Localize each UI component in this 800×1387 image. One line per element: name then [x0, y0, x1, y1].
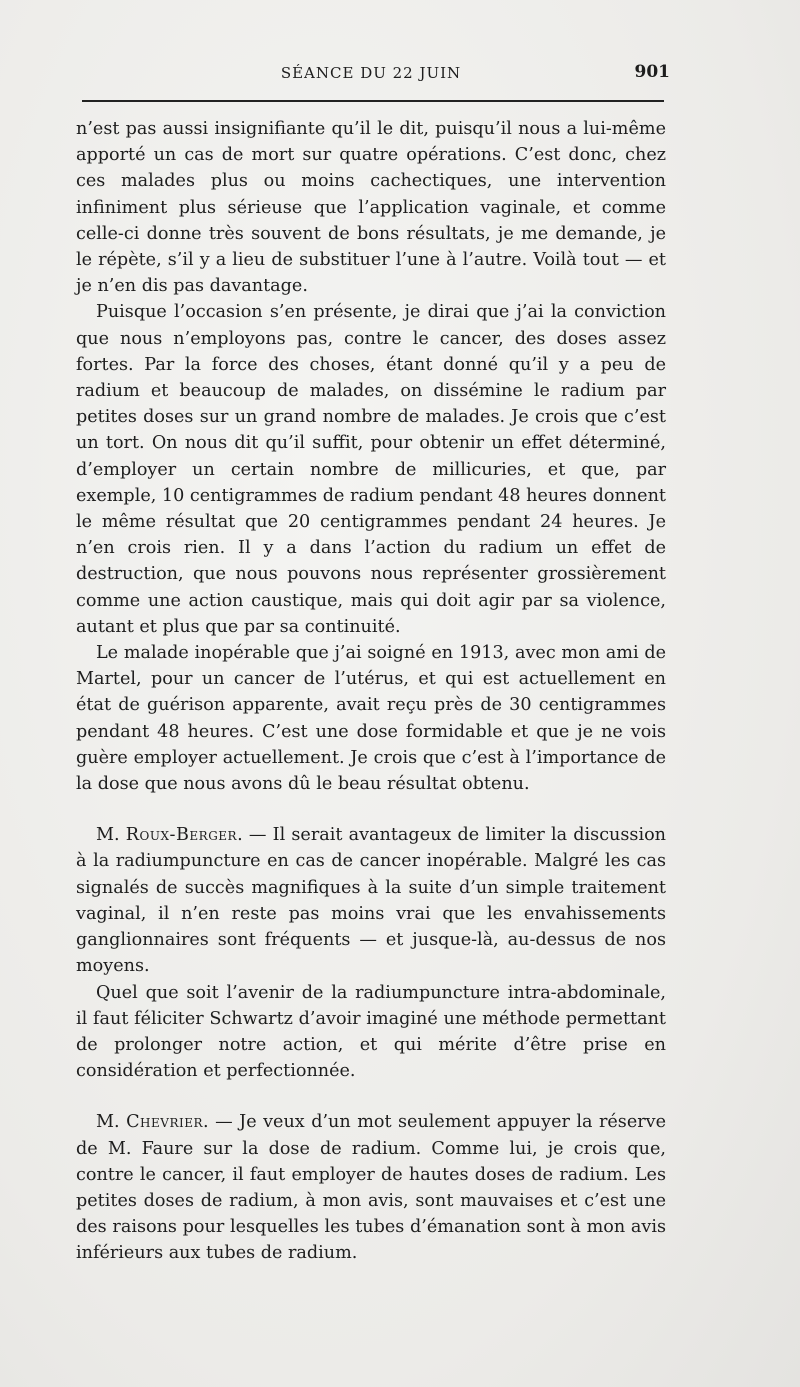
- paragraph-chevrier: [76, 1109, 666, 1266]
- paragraph-radiumpuncture: Quel que soit l’avenir de la radiumpuncture intra-abdominale, il faut féliciter Schwartz d’avoir imaginé une méthode permettant de prolonger notre action, et qui mérite d’être prise en considération et perfectionnée.: [76, 982, 666, 1082]
- book-page: [76, 60, 670, 1267]
- speaker-statement: . — Il serait avantageux de limiter la discussion à la radiumpuncture en cas de cancer inopérable. Malgré les cas signalés de succès magnifiques à la suite d’un simple traitement vaginal, il n’en reste pas moins vrai que les envahissements ganglionnaires sont fréquents — et jusque-là, au-dessus de nos moyens.: [76, 825, 666, 977]
- section-gap: [76, 1084, 666, 1109]
- paragraph-1913-case: Le malade inopérable que j’ai soigné en 1913, avec mon ami de Martel, pour un cancer de l’utérus, et qui est actuellement en état de guérison apparente, avait reçu près de 30 centigrammes pendant 48 heures. C’est une dose formidable et que je ne vois guère employer actuellement. Je crois que c’est à l’importance de la dose que nous avons dû le beau résultat obtenu.: [76, 643, 666, 795]
- speaker-name-chevrier: Chevrier: [126, 1112, 204, 1133]
- paragraph-continuation: n’est pas aussi insignifiante qu’il le dit, puisqu’il nous a lui-même apporté un cas de mort sur quatre opérations. C’est donc, chez ces malades plus ou moins cachectiques, une intervention infiniment plus sérieuse que l’application vaginale, et comme celle-ci donne très souvent de bons résultats, je me demande, je le répète, s’il y a lieu de substituer l’une à l’autre. Voilà tout — et je n’en dis pas davantage.: [76, 119, 666, 297]
- speaker-prefix: M.: [96, 1112, 127, 1133]
- speaker-statement: . — Je veux d’un mot seulement appuyer la réserve de M. Faure sur la dose de radium. Comme lui, je crois que, contre le cancer, il faut employer de hautes doses de radium. Les petites doses de radium, à mon avis, sont mauvaises et c’est une des raisons pour lesquelles les tubes d’émanation sont à mon avis inférieurs aux tubes de radium.: [76, 1112, 666, 1264]
- body-text: [76, 116, 666, 1267]
- header-rule: [82, 100, 664, 102]
- running-title: SÉANCE DU 22 JUIN: [280, 64, 462, 82]
- speaker-prefix: M.: [96, 825, 126, 846]
- paragraph-dose-conviction: Puisque l’occasion s’en présente, je dirai que j’ai la conviction que nous n’employons pas, contre le cancer, des doses assez fortes. Par la force des choses, étant donné qu’il y a peu de radium et beaucoup de malades, on dissémine le radium par petites doses sur un grand nombre de malades. Je crois que c’est un tort. On nous dit qu’il suffit, pour obtenir un effet déterminé, d’employer un certain nombre de millicuries, et que, par exemple, 10 centigrammes de radium pendant 48 heures donnent le même résultat que 20 centigrammes pendant 24 heures. Je n’en crois rien. Il y a dans l’action du radium un effet de destruction, que nous pouvons nous représenter grossièrement comme une action caustique, mais qui doit agir par sa violence, autant et plus que par sa continuité.: [76, 302, 666, 637]
- section-gap: [76, 797, 666, 822]
- running-head: [76, 60, 670, 88]
- paragraph-roux-berger: [76, 822, 666, 979]
- page-number: 901: [634, 62, 670, 82]
- speaker-name-roux-berger: Roux-Berger: [125, 825, 238, 846]
